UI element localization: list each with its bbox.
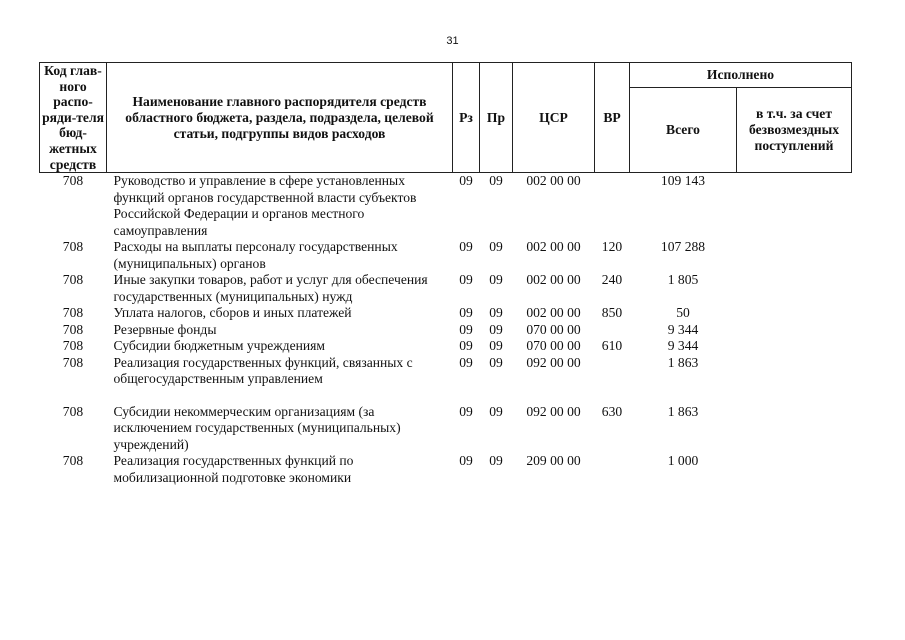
row-code: 708: [62, 403, 84, 419]
row-total: 107 288: [660, 239, 706, 255]
row-rz: 09: [459, 321, 473, 337]
table-row: [40, 305, 852, 322]
budget-table: [39, 62, 852, 486]
row-total: 9 344: [667, 338, 699, 354]
table-row: [40, 453, 852, 486]
row-rz: 09: [459, 403, 473, 419]
row-rz: 09: [459, 354, 473, 370]
table-row: [40, 355, 852, 388]
row-vr: 630: [601, 403, 623, 419]
table-row: [40, 322, 852, 339]
row-pr: 09: [489, 321, 503, 337]
row-pr: 09: [489, 272, 503, 288]
row-total: 1 863: [667, 403, 699, 419]
row-gratuitous: [737, 322, 852, 339]
row-rz: 09: [459, 338, 473, 354]
row-pr: 09: [489, 453, 503, 469]
row-vr: [595, 355, 630, 388]
row-code: 708: [62, 354, 84, 370]
header-rz: Рз: [453, 63, 480, 173]
row-vr: [595, 453, 630, 486]
row-name: Руководство и управление в сфере установленных функций органов государственной власти субъектов Российской Федерации и органов местного самоуправления: [113, 173, 417, 238]
row-gratuitous: [737, 404, 852, 454]
row-pr: 09: [489, 173, 503, 189]
table-body: [40, 173, 852, 487]
row-total: 1 805: [667, 272, 699, 288]
row-code: 708: [62, 453, 84, 469]
row-rz: 09: [459, 305, 473, 321]
row-csr: 092 00 00: [526, 403, 581, 419]
row-vr: [595, 322, 630, 339]
row-vr: [595, 173, 630, 240]
row-name: Реализация государственных функций, связанных с общегосударственным управлением: [113, 354, 413, 387]
header-gratuitous: в т.ч. за счет безвозмездных поступлений: [737, 88, 852, 173]
row-csr: 070 00 00: [526, 338, 581, 354]
row-csr: 070 00 00: [526, 321, 581, 337]
row-vr: 240: [601, 272, 623, 288]
row-rz: 09: [459, 453, 473, 469]
header-csr: ЦСР: [513, 63, 595, 173]
row-total: 109 143: [660, 173, 706, 189]
row-rz: 09: [459, 239, 473, 255]
table-row: [40, 272, 852, 305]
table-row: [40, 404, 852, 454]
row-csr: 002 00 00: [526, 239, 581, 255]
row-rz: 09: [459, 272, 473, 288]
row-name: Иные закупки товаров, работ и услуг для обеспечения государственных (муниципальных) нужд: [113, 272, 428, 304]
row-pr: 09: [489, 338, 503, 354]
row-code: 708: [62, 239, 84, 255]
row-pr: 09: [489, 239, 503, 255]
row-name: Субсидии бюджетным учреждениям: [113, 338, 326, 354]
row-name: Уплата налогов, сборов и иных платежей: [113, 305, 352, 321]
row-total: 50: [676, 305, 690, 321]
header-vr: ВР: [595, 63, 630, 173]
row-rz: 09: [459, 173, 473, 189]
row-name: Субсидии некоммерческим организациям (за исключением государственных (муниципальных) учреждений): [113, 403, 401, 452]
row-code: 708: [62, 338, 84, 354]
header-name: Наименование главного распорядителя средств областного бюджета, раздела, подраздела, целевой статьи, подгруппы видов расходов: [107, 63, 453, 173]
header-executed: Исполнено: [630, 63, 852, 88]
row-name: Резервные фонды: [113, 321, 217, 337]
row-gratuitous: [737, 272, 852, 305]
row-total: 9 344: [667, 321, 699, 337]
row-total: 1 000: [667, 453, 699, 469]
row-code: 708: [62, 272, 84, 288]
row-gratuitous: [737, 239, 852, 272]
row-csr: 002 00 00: [526, 272, 581, 288]
header-pr: Пр: [480, 63, 513, 173]
table-row: [40, 338, 852, 355]
row-pr: 09: [489, 403, 503, 419]
row-name: Расходы на выплаты персоналу государственных (муниципальных) органов: [113, 239, 398, 271]
row-code: 708: [62, 305, 84, 321]
row-csr: 209 00 00: [526, 453, 581, 469]
row-csr: 092 00 00: [526, 354, 581, 370]
row-name: Реализация государственных функций по мобилизационной подготовке экономики: [113, 453, 354, 485]
row-pr: 09: [489, 305, 503, 321]
row-vr: 610: [601, 338, 623, 354]
row-pr: 09: [489, 354, 503, 370]
row-gratuitous: [737, 305, 852, 322]
header-code: Код глав-ного распо-ряди-теля бюд-жетных средств: [40, 63, 107, 173]
header-total: Всего: [630, 88, 737, 173]
row-csr: 002 00 00: [526, 173, 581, 189]
row-gratuitous: [737, 173, 852, 240]
table-row: [40, 239, 852, 272]
spacer-row: [40, 388, 852, 404]
row-code: 708: [62, 173, 84, 189]
row-code: 708: [62, 321, 84, 337]
table-header: [40, 63, 852, 173]
row-vr: 120: [601, 239, 623, 255]
page-number: 31: [446, 35, 459, 47]
row-total: 1 863: [667, 354, 699, 370]
row-gratuitous: [737, 453, 852, 486]
row-csr: 002 00 00: [526, 305, 581, 321]
row-gratuitous: [737, 355, 852, 388]
row-gratuitous: [737, 338, 852, 355]
table-row: [40, 173, 852, 240]
row-vr: 850: [601, 305, 623, 321]
